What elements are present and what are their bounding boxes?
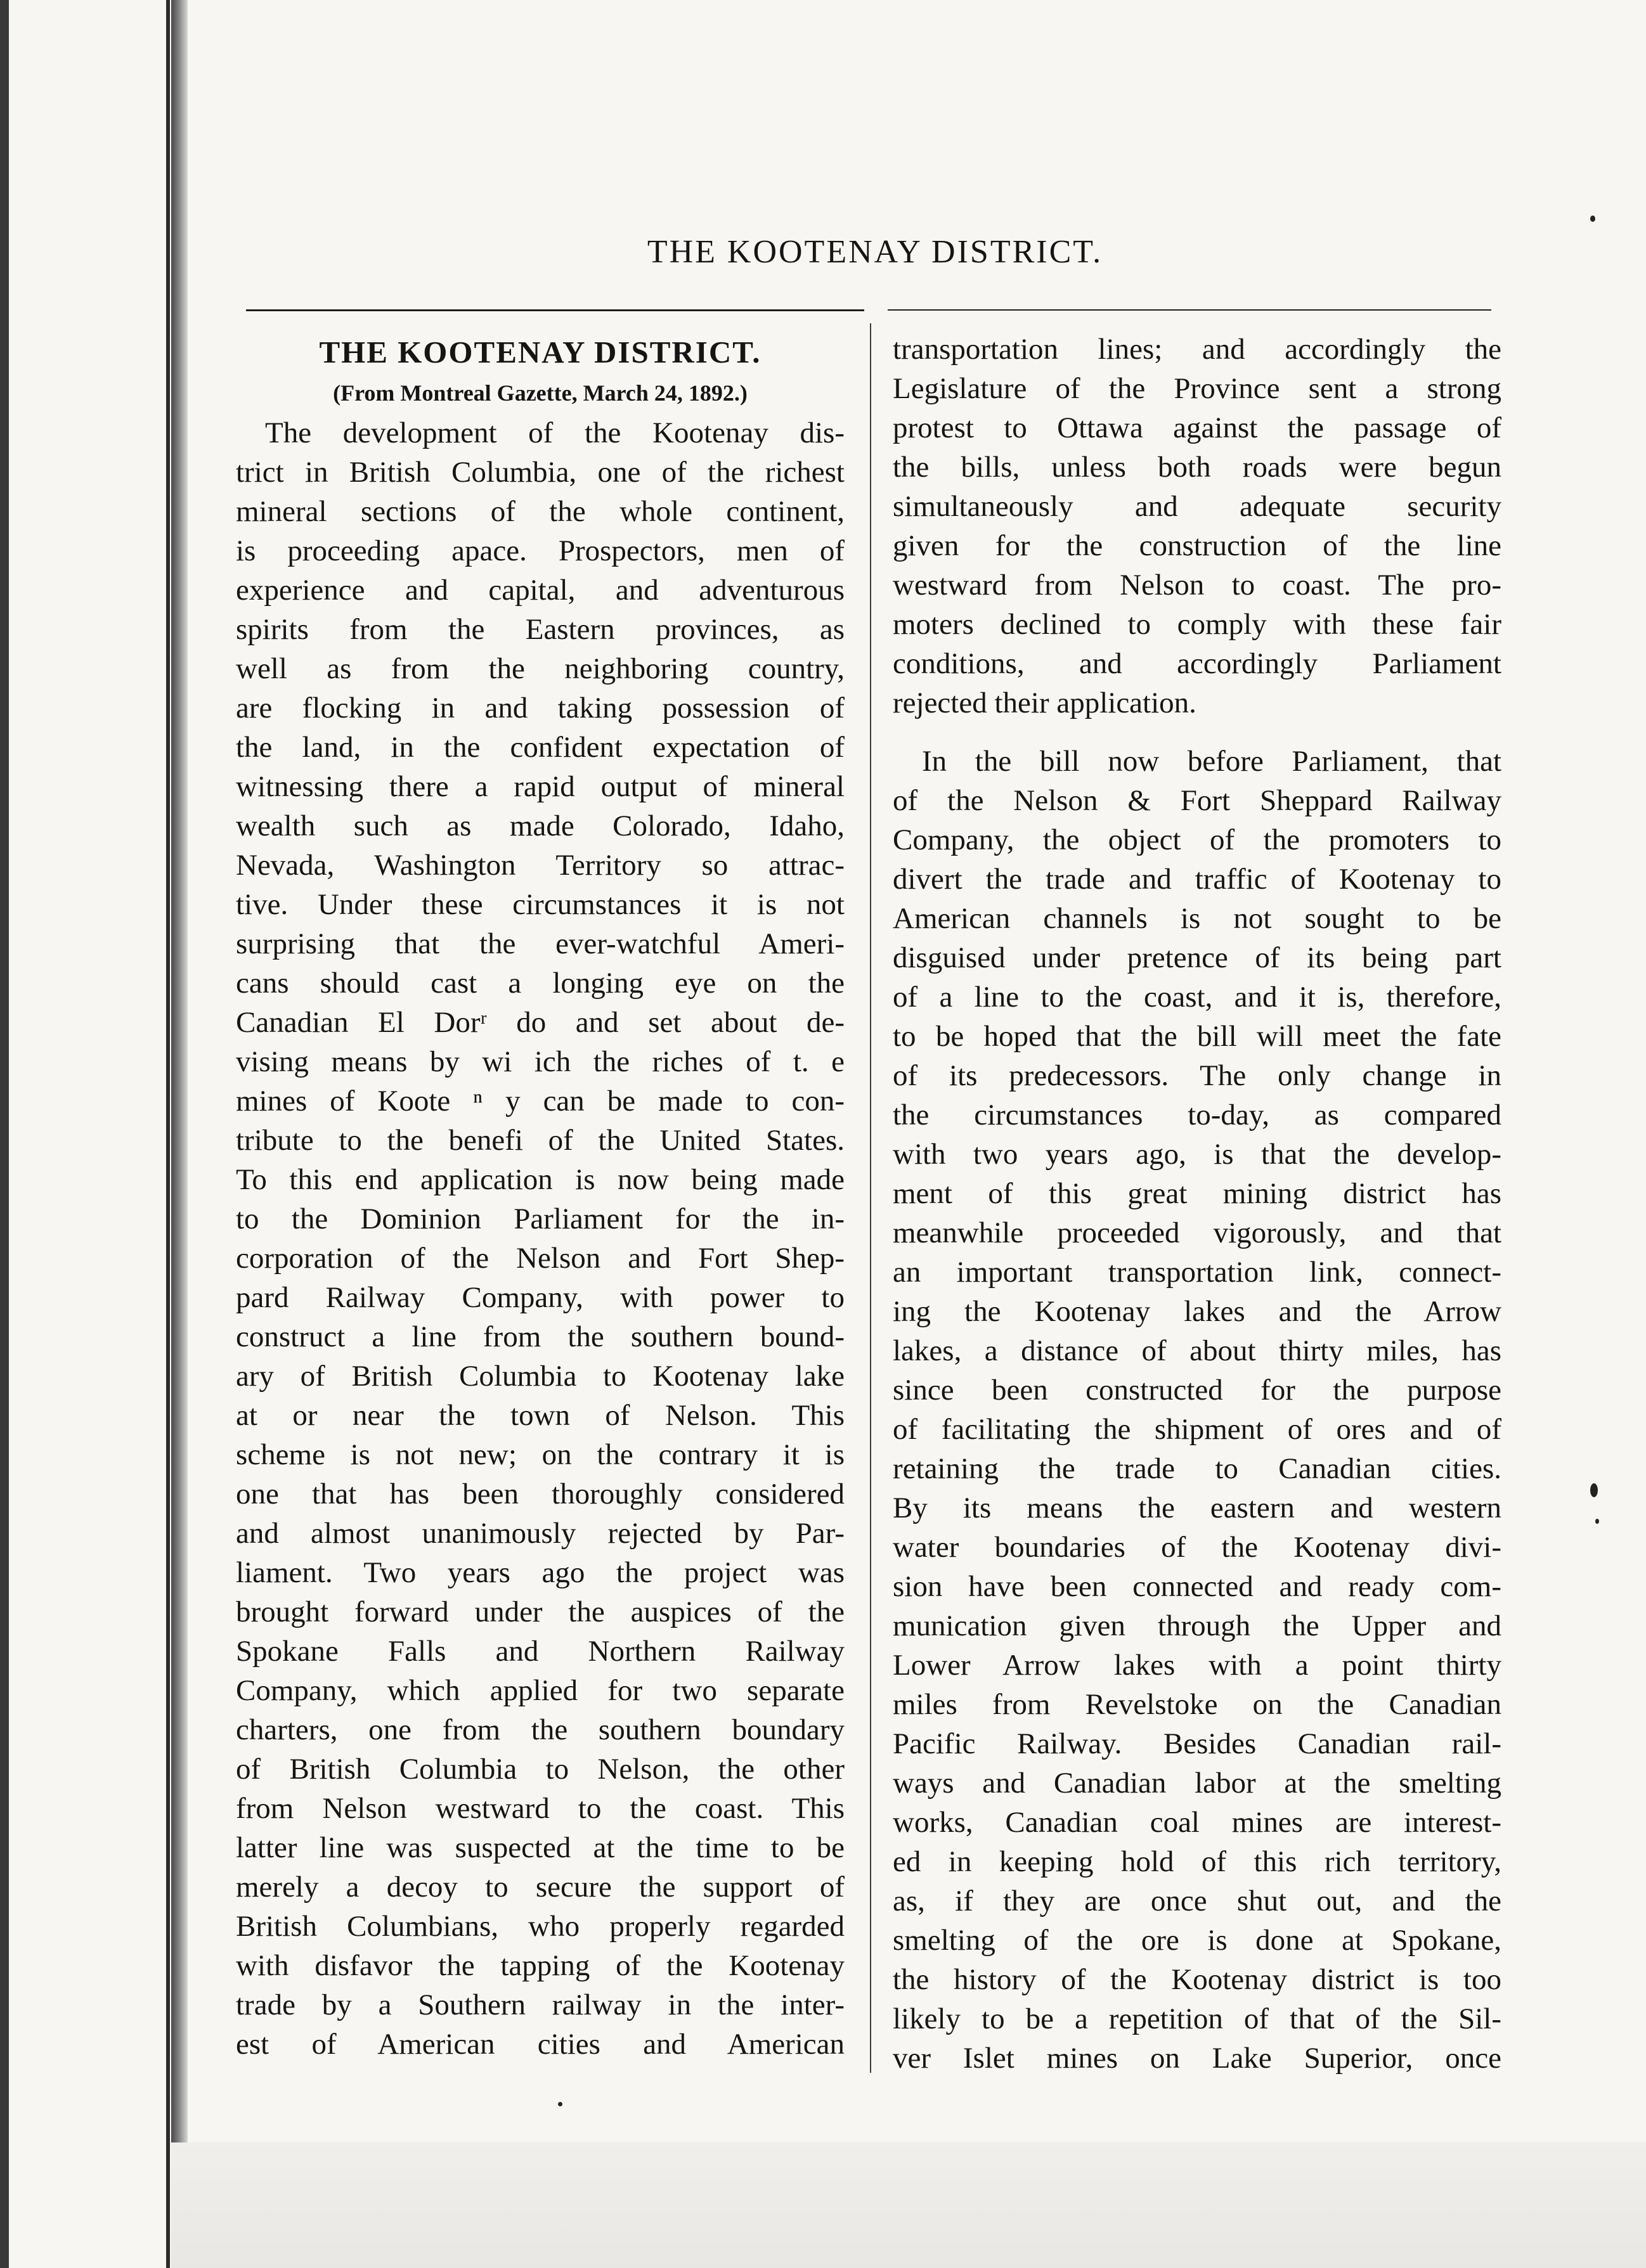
- article-title: THE KOOTENAY DISTRICT.: [319, 335, 761, 370]
- text-line: corporation of the Nelson and Fort Shep-: [236, 1242, 845, 1275]
- text-line: from Nelson westward to the coast. This: [236, 1792, 845, 1825]
- text-line: simultaneously and adequate security: [893, 490, 1501, 523]
- text-line: Company, which applied for two separate: [236, 1674, 845, 1707]
- text-line: By its means the eastern and western: [893, 1492, 1501, 1524]
- text-line: since been constructed for the purpose: [893, 1374, 1501, 1407]
- text-line: are flocking in and taking possession of: [236, 692, 845, 725]
- page-bottom-margin: [171, 2142, 1646, 2268]
- text-line: water boundaries of the Kootenay divi-: [893, 1531, 1501, 1564]
- text-line: witnessing there a rapid output of mineral: [236, 770, 845, 803]
- column-divider: [870, 323, 871, 2073]
- binding-shadow: [171, 0, 188, 2268]
- scan-speck: [1595, 1519, 1599, 1524]
- text-line: Company, the object of the promoters to: [893, 823, 1501, 856]
- text-line: spirits from the Eastern provinces, as: [236, 613, 845, 646]
- text-line: of a line to the coast, and it is, therefore,: [893, 981, 1501, 1014]
- head-rule-left: [246, 309, 864, 311]
- running-head: THE KOOTENAY DISTRICT.: [647, 234, 1103, 270]
- text-line: latter line was suspected at the time to be: [236, 1831, 845, 1864]
- text-line: Lower Arrow lakes with a point thirty: [893, 1649, 1501, 1682]
- text-line: munication given through the Upper and: [893, 1609, 1501, 1642]
- text-line: the land, in the confident expectation of: [236, 731, 845, 764]
- text-line: ways and Canadian labor at the smelting: [893, 1767, 1501, 1800]
- text-line: ver Islet mines on Lake Superior, once: [893, 2042, 1501, 2075]
- text-line: merely a decoy to secure the support of: [236, 1871, 845, 1904]
- text-line: of its predecessors. The only change in: [893, 1059, 1501, 1092]
- text-line: experience and capital, and adventurous: [236, 574, 845, 607]
- text-line: cans should cast a longing eye on the: [236, 967, 845, 1000]
- text-line: ary of British Columbia to Kootenay lake: [236, 1360, 845, 1393]
- text-line: is proceeding apace. Prospectors, men of: [236, 534, 845, 567]
- scan-speck: [1590, 216, 1595, 222]
- text-line: Spokane Falls and Northern Railway: [236, 1635, 845, 1668]
- text-line: The development of the Kootenay dis-: [265, 416, 845, 449]
- text-line: transportation lines; and accordingly the: [893, 333, 1501, 366]
- scan-speck: [558, 2102, 562, 2106]
- text-line: brought forward under the auspices of the: [236, 1595, 845, 1628]
- scan-speck: [1590, 1483, 1598, 1497]
- text-line: to be hoped that the bill will meet the fate: [893, 1020, 1501, 1053]
- text-line: lakes, a distance of about thirty miles, has: [893, 1334, 1501, 1367]
- text-line: Nevada, Washington Territory so attrac-: [236, 849, 845, 882]
- text-line: at or near the town of Nelson. This: [236, 1399, 845, 1432]
- text-line: To this end application is now being made: [236, 1163, 845, 1196]
- text-line: rejected their application.: [893, 686, 1196, 719]
- text-line: the circumstances to-day, as compared: [893, 1099, 1501, 1131]
- text-line: moters declined to comply with these fair: [893, 608, 1501, 641]
- text-line: of British Columbia to Nelson, the other: [236, 1753, 845, 1786]
- text-line: ing the Kootenay lakes and the Arrow: [893, 1295, 1501, 1328]
- text-line: vising means by wi ich the riches of t. e: [236, 1045, 845, 1078]
- text-line: of the Nelson & Fort Sheppard Railway: [893, 784, 1501, 817]
- text-line: an important transportation link, connect-: [893, 1256, 1501, 1289]
- text-line: wealth such as made Colorado, Idaho,: [236, 809, 845, 842]
- text-line: trict in British Columbia, one of the richest: [236, 456, 845, 489]
- text-line: with disfavor the tapping of the Kootenay: [236, 1949, 845, 1982]
- article-source: (From Montreal Gazette, March 24, 1892.): [333, 380, 748, 406]
- text-line: Pacific Railway. Besides Canadian rail-: [893, 1727, 1501, 1760]
- text-line: tribute to the benefi of the United States.: [236, 1124, 845, 1157]
- text-line: conditions, and accordingly Parliament: [893, 647, 1501, 680]
- text-line: and almost unanimously rejected by Par-: [236, 1517, 845, 1550]
- text-line: mineral sections of the whole continent,: [236, 495, 845, 528]
- text-line: well as from the neighboring country,: [236, 652, 845, 685]
- text-line: construct a line from the southern bound-: [236, 1320, 845, 1353]
- text-line: divert the trade and traffic of Kootenay to: [893, 863, 1501, 896]
- text-line: est of American cities and American: [236, 2028, 845, 2061]
- text-line: the history of the Kootenay district is too: [893, 1963, 1501, 1996]
- text-line: westward from Nelson to coast. The pro-: [893, 569, 1501, 602]
- scan-edge-left: [0, 0, 9, 2268]
- text-line: the bills, unless both roads were begun: [893, 451, 1501, 484]
- text-line: British Columbians, who properly regarded: [236, 1910, 845, 1943]
- text-line: to the Dominion Parliament for the in-: [236, 1202, 845, 1235]
- text-line: charters, one from the southern boundary: [236, 1713, 845, 1746]
- text-line: In the bill now before Parliament, that: [922, 745, 1501, 778]
- text-line: given for the construction of the line: [893, 529, 1501, 562]
- text-line: protest to Ottawa against the passage of: [893, 411, 1501, 444]
- text-line: ment of this great mining district has: [893, 1177, 1501, 1210]
- text-line: works, Canadian coal mines are interest-: [893, 1806, 1501, 1839]
- text-line: likely to be a repetition of that of the Sil-: [893, 2002, 1501, 2035]
- text-line: miles from Revelstoke on the Canadian: [893, 1688, 1501, 1721]
- article-column-right: [893, 330, 1501, 2078]
- text-line: ed in keeping hold of this rich territory,: [893, 1845, 1501, 1878]
- text-line: retaining the trade to Canadian cities.: [893, 1452, 1501, 1485]
- text-line: sion have been connected and ready com-: [893, 1570, 1501, 1603]
- paragraph-gap: [893, 723, 1501, 742]
- text-line: Canadian El Dorʳ do and set about de-: [236, 1006, 845, 1039]
- text-line: smelting of the ore is done at Spokane,: [893, 1924, 1501, 1957]
- text-line: American channels is not sought to be: [893, 902, 1501, 935]
- text-line: meanwhile proceeded vigorously, and that: [893, 1216, 1501, 1249]
- text-line: Legislature of the Province sent a strong: [893, 372, 1501, 405]
- text-line: disguised under pretence of its being part: [893, 941, 1501, 974]
- text-line: tive. Under these circumstances it is not: [236, 888, 845, 921]
- text-line: liament. Two years ago the project was: [236, 1556, 845, 1589]
- text-line: as, if they are once shut out, and the: [893, 1885, 1501, 1917]
- text-line: pard Railway Company, with power to: [236, 1281, 845, 1314]
- text-line: surprising that the ever-watchful Ameri-: [236, 927, 845, 960]
- text-line: one that has been thoroughly considered: [236, 1478, 845, 1511]
- text-line: mines of Koote ⁿ y can be made to con-: [236, 1085, 845, 1118]
- text-line: scheme is not new; on the contrary it is: [236, 1438, 845, 1471]
- article-column-left: [236, 330, 845, 2064]
- binding-line: [166, 0, 170, 2268]
- text-line: trade by a Southern railway in the inter-: [236, 1988, 845, 2021]
- text-line: of facilitating the shipment of ores and of: [893, 1413, 1501, 1446]
- head-rule-right: [888, 309, 1491, 311]
- text-line: with two years ago, is that the develop-: [893, 1138, 1501, 1171]
